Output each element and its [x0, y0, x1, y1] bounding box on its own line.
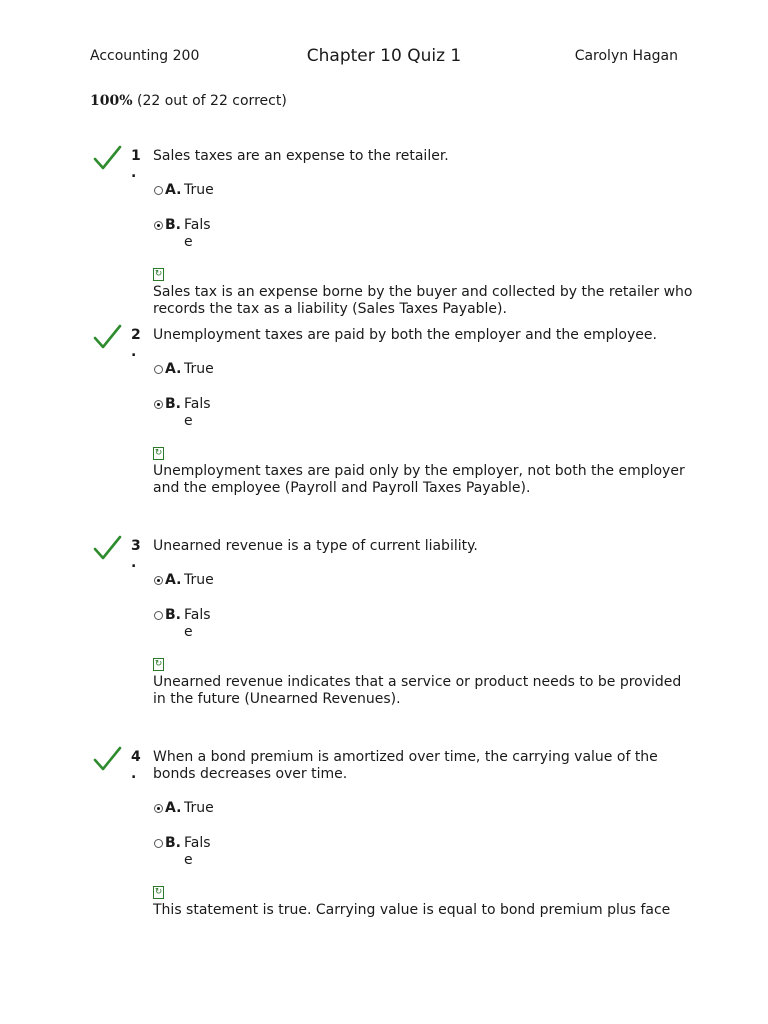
option-value: True	[184, 361, 214, 377]
question-number: 2 .	[131, 327, 141, 360]
student-name: Carolyn Hagan	[574, 48, 678, 64]
refresh-feedback-icon: ↻	[154, 659, 163, 669]
course-name: Accounting 200	[90, 48, 200, 64]
option-letter: B.	[165, 396, 181, 412]
radio-button-selected[interactable]	[154, 576, 163, 585]
option-letter: B.	[165, 835, 181, 851]
radio-button-selected[interactable]	[154, 400, 163, 409]
radio-button[interactable]	[154, 839, 163, 848]
score-summary	[90, 93, 287, 109]
radio-button-selected[interactable]	[154, 804, 163, 813]
question-number: 1 .	[131, 148, 141, 181]
option-value: True	[184, 182, 214, 198]
option-letter: A.	[165, 361, 182, 377]
option-letter: A.	[165, 572, 182, 588]
feedback-text: Sales tax is an expense borne by the buyer and collected by the retailer who records the tax as a liability (Sales Taxes Payable).	[153, 284, 693, 317]
option-letter: B.	[165, 217, 181, 233]
feedback-text: Unearned revenue indicates that a service or product needs to be provided in the future (Unearned Revenues).	[153, 674, 682, 707]
radio-button[interactable]	[154, 365, 163, 374]
feedback-text: This statement is true. Carrying value is equal to bond premium plus face	[153, 902, 671, 918]
quiz-title-text: Chapter 10 Quiz 1	[306, 46, 462, 66]
option-value: False	[184, 217, 211, 250]
option-value: True	[184, 572, 214, 588]
question-text: Unemployment taxes are paid by both the employer and the employee.	[153, 327, 657, 343]
score-detail: (22 out of 22 correct)	[136, 93, 287, 109]
feedback-text: Unemployment taxes are paid only by the employer, not both the employer and the employee (Payroll and Payroll Taxes Payable).	[153, 463, 685, 496]
radio-button[interactable]	[154, 611, 163, 620]
option-letter: A.	[165, 182, 182, 198]
option-value: False	[184, 396, 211, 429]
check-mark-icon	[92, 532, 122, 562]
check-mark-icon	[92, 142, 122, 172]
question-text: Unearned revenue is a type of current liability.	[153, 538, 478, 554]
radio-button-selected[interactable]	[154, 221, 163, 230]
option-value: False	[184, 607, 211, 640]
check-mark-icon	[92, 743, 122, 773]
option-value: True	[184, 800, 214, 816]
score-percent: 100%	[90, 93, 133, 109]
refresh-feedback-icon: ↻	[154, 269, 163, 279]
option-value: False	[184, 835, 211, 868]
question-text: Sales taxes are an expense to the retailer.	[153, 148, 449, 164]
question-number: 4 .	[131, 749, 141, 782]
refresh-feedback-icon: ↻	[154, 887, 163, 897]
question-text: When a bond premium is amortized over time, the carrying value of the bonds decreases over time.	[153, 749, 658, 782]
option-letter: A.	[165, 800, 182, 816]
option-letter: B.	[165, 607, 181, 623]
refresh-feedback-icon: ↻	[154, 448, 163, 458]
question-number: 3 .	[131, 538, 141, 571]
check-mark-icon	[92, 321, 122, 351]
radio-button[interactable]	[154, 186, 163, 195]
